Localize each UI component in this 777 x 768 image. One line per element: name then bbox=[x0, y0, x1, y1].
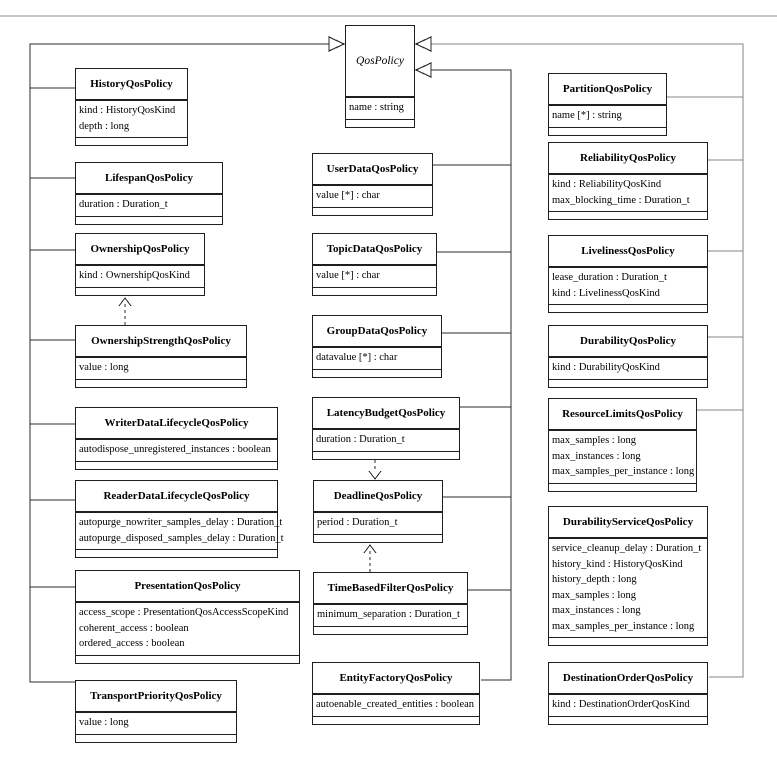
operations-compartment bbox=[313, 452, 459, 459]
operations-compartment bbox=[313, 288, 436, 295]
operations-compartment bbox=[313, 208, 432, 215]
class-resource-limits-qos-policy bbox=[548, 398, 697, 492]
attribute: lease_duration : Duration_t bbox=[552, 272, 667, 283]
attribute: value [*] : char bbox=[316, 190, 380, 201]
attribute: name : string bbox=[349, 102, 404, 113]
class-title: PresentationQosPolicy bbox=[76, 571, 299, 603]
class-title: PartitionQosPolicy bbox=[549, 74, 666, 106]
class-title: LifespanQosPolicy bbox=[76, 163, 222, 195]
operations-compartment bbox=[549, 305, 707, 312]
class-partition-qos-policy bbox=[548, 73, 667, 136]
operations-compartment bbox=[76, 656, 299, 663]
attribute: name [*] : string bbox=[552, 110, 622, 121]
attribute: period : Duration_t bbox=[317, 517, 398, 528]
class-title: TimeBasedFilterQosPolicy bbox=[314, 573, 467, 605]
attribute: duration : Duration_t bbox=[79, 199, 168, 210]
attribute: max_samples : long bbox=[552, 589, 636, 601]
attribute: kind : HistoryQosKind bbox=[79, 105, 176, 116]
attribute: autopurge_disposed_samples_delay : Duration_t bbox=[79, 532, 284, 544]
attribute: history_depth : long bbox=[552, 574, 637, 585]
class-transport-priority-qos-policy bbox=[75, 680, 237, 743]
operations-compartment bbox=[76, 380, 246, 387]
operations-compartment bbox=[76, 288, 204, 295]
class-latency-budget-qos-policy bbox=[312, 397, 460, 460]
class-reliability-qos-policy bbox=[548, 142, 708, 220]
attribute: minimum_separation : Duration_t bbox=[317, 609, 460, 620]
attribute: access_scope : PresentationQosAccessScopeKind bbox=[79, 607, 289, 618]
class-entity-factory-qos-policy bbox=[312, 662, 480, 725]
attribute: kind : ReliabilityQosKind bbox=[552, 179, 662, 190]
class-topic-data-qos-policy bbox=[312, 233, 437, 296]
dependency-latencybudget-to-deadline bbox=[369, 460, 381, 479]
class-title: UserDataQosPolicy bbox=[313, 154, 432, 186]
attribute: max_samples_per_instance : long bbox=[552, 620, 695, 632]
class-time-based-filter-qos-policy bbox=[313, 572, 468, 635]
class-title: QosPolicy bbox=[346, 26, 414, 98]
class-title: DeadlineQosPolicy bbox=[314, 481, 442, 513]
operations-compartment bbox=[76, 550, 277, 557]
operations-compartment bbox=[314, 535, 442, 542]
attribute: max_instances : long bbox=[552, 605, 641, 616]
attribute: kind : LivelinessQosKind bbox=[552, 287, 660, 299]
attribute: autodispose_unregistered_instances : boolean bbox=[79, 444, 271, 455]
attribute: value [*] : char bbox=[316, 270, 380, 281]
class-deadline-qos-policy bbox=[313, 480, 443, 543]
class-title: OwnershipStrengthQosPolicy bbox=[76, 326, 246, 358]
operations-compartment bbox=[76, 217, 222, 224]
attribute: kind : DurabilityQosKind bbox=[552, 362, 660, 373]
attribute: max_instances : long bbox=[552, 450, 641, 462]
dependency-timebasedfilter-to-deadline bbox=[364, 545, 376, 572]
attribute: autoenable_created_entities : boolean bbox=[316, 699, 475, 710]
class-writer-data-lifecycle-qos-policy bbox=[75, 407, 278, 470]
class-title: TransportPriorityQosPolicy bbox=[76, 681, 236, 713]
class-durability-service-qos-policy bbox=[548, 506, 708, 646]
class-title: OwnershipQosPolicy bbox=[76, 234, 204, 266]
attribute: kind : OwnershipQosKind bbox=[79, 270, 190, 281]
class-title: LivelinessQosPolicy bbox=[549, 236, 707, 268]
class-title: ReliabilityQosPolicy bbox=[549, 143, 707, 175]
generalization-arrowhead-right-lower bbox=[416, 63, 431, 77]
operations-compartment bbox=[549, 484, 696, 491]
class-title: ReaderDataLifecycleQosPolicy bbox=[76, 481, 277, 513]
class-destination-order-qos-policy bbox=[548, 662, 708, 725]
attribute: ordered_access : boolean bbox=[79, 638, 185, 649]
operations-compartment bbox=[549, 380, 707, 387]
class-durability-qos-policy bbox=[548, 325, 708, 388]
class-title: GroupDataQosPolicy bbox=[313, 316, 441, 348]
attribute: depth : long bbox=[79, 120, 130, 132]
operations-compartment bbox=[346, 120, 414, 127]
attribute: max_blocking_time : Duration_t bbox=[552, 194, 690, 206]
class-reader-data-lifecycle-qos-policy bbox=[75, 480, 284, 558]
class-lifespan-qos-policy bbox=[75, 162, 223, 225]
class-title: DurabilityServiceQosPolicy bbox=[549, 507, 707, 539]
attribute: history_kind : HistoryQosKind bbox=[552, 558, 683, 570]
class-title: ResourceLimitsQosPolicy bbox=[549, 399, 696, 431]
class-title: TopicDataQosPolicy bbox=[313, 234, 436, 266]
class-liveliness-qos-policy bbox=[548, 235, 708, 313]
generalization-arrowhead-left bbox=[329, 37, 344, 51]
class-history-qos-policy bbox=[75, 68, 188, 146]
dependency-ownershipstrength-to-ownership bbox=[119, 298, 131, 325]
attribute: coherent_access : boolean bbox=[79, 622, 189, 634]
attribute: service_cleanup_delay : Duration_t bbox=[552, 543, 702, 554]
operations-compartment bbox=[76, 138, 187, 145]
operations-compartment bbox=[549, 128, 666, 135]
operations-compartment bbox=[313, 717, 479, 724]
operations-compartment bbox=[549, 717, 707, 724]
generalization-arrowhead-right-upper bbox=[416, 37, 431, 51]
attribute: value : long bbox=[79, 362, 129, 373]
attribute: max_samples : long bbox=[552, 435, 636, 446]
class-ownership-qos-policy bbox=[75, 233, 205, 296]
class-title: DestinationOrderQosPolicy bbox=[549, 663, 707, 695]
class-title: WriterDataLifecycleQosPolicy bbox=[76, 408, 277, 440]
operations-compartment bbox=[313, 370, 441, 377]
operations-compartment bbox=[314, 627, 467, 634]
class-title: HistoryQosPolicy bbox=[76, 69, 187, 101]
class-qos-policy bbox=[345, 25, 415, 128]
class-title: DurabilityQosPolicy bbox=[549, 326, 707, 358]
attribute: datavalue [*] : char bbox=[316, 352, 398, 363]
attribute: max_samples_per_instance : long bbox=[552, 466, 695, 477]
operations-compartment bbox=[76, 462, 277, 469]
operations-compartment bbox=[549, 638, 707, 645]
class-presentation-qos-policy bbox=[75, 570, 300, 664]
class-ownership-strength-qos-policy bbox=[75, 325, 247, 388]
operations-compartment bbox=[76, 735, 236, 742]
attribute: value : long bbox=[79, 717, 129, 728]
attribute: autopurge_nowriter_samples_delay : Duration_t bbox=[79, 517, 283, 528]
class-title: EntityFactoryQosPolicy bbox=[313, 663, 479, 695]
class-user-data-qos-policy bbox=[312, 153, 433, 216]
attribute: kind : DestinationOrderQosKind bbox=[552, 699, 690, 710]
operations-compartment bbox=[549, 212, 707, 219]
attribute: duration : Duration_t bbox=[316, 434, 405, 445]
class-title: LatencyBudgetQosPolicy bbox=[313, 398, 459, 430]
class-group-data-qos-policy bbox=[312, 315, 442, 378]
